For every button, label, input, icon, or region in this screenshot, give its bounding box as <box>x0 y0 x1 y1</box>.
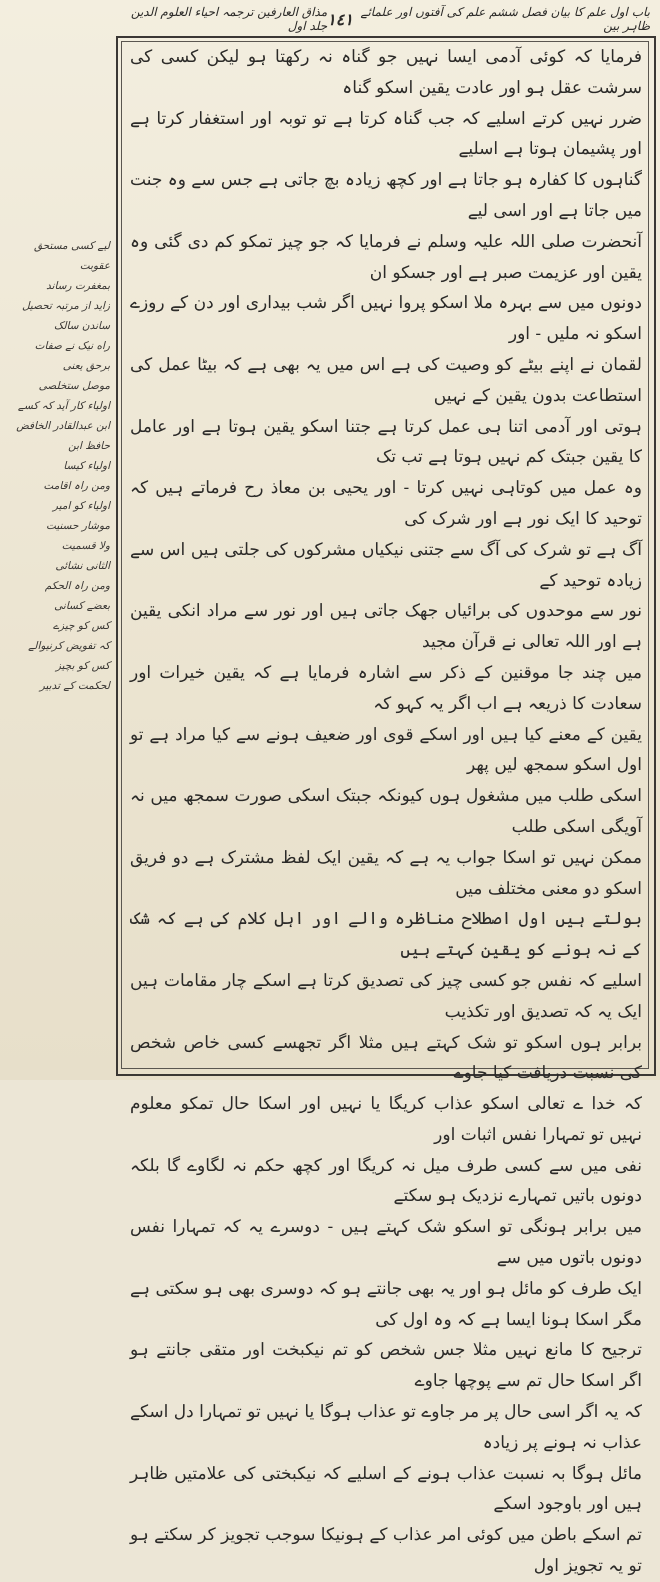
margin-note-line: ولا قسمیت <box>61 540 110 552</box>
margin-note-line: بعضے کسانی <box>54 600 110 612</box>
text-line: میں چند جا موقنین کے ذکر سے اشارہ فرمایا ہے کہ یقین خیرات اور سعادت کا ذریعہ ہے اب اگر یہ کہو کہ <box>130 662 642 714</box>
text-line: دونوں میں سے بہرہ ملا اسکو پروا نہیں اگر شب بیداری اور دن کے روزے اسکو نہ ملیں - اور <box>130 293 642 345</box>
main-text-block <box>130 42 642 1577</box>
margin-note-line: اولیاء کیسا <box>63 460 110 472</box>
text-line: بولتے ہیں اول اصطلاح مناظرہ والے اور اہل کلام کی ہے کہ شک کے نہ ہونے کو یقین کہتے ہیں <box>130 909 642 961</box>
text-line: نور سے موحدوں کی برائیاں جھک جاتی ہیں اور نور سے مراد انکی یقین ہے اور اللہ تعالی نے قرآن مجید <box>130 601 642 653</box>
margin-note-line: ومن راہ الحکم <box>44 580 110 592</box>
text-line: لقمان نے اپنے بیٹے کو وصیت کی ہے اس میں یہ بھی ہے کہ بیٹا عمل کی استطاعت بدون یقین کے نہیں <box>130 354 642 406</box>
margin-note-line: کس کو بچیز <box>55 660 110 672</box>
margin-note-line: کہ تفویض کرنیوالے <box>28 640 110 652</box>
text-line: تم اسکے باطن میں کوئی امر عذاب کے ہونیکا سوجب تجویز کر سکتے ہو تو یہ تجویز اول <box>130 1525 642 1577</box>
margin-note-line: بمغفرت رساند <box>46 280 110 292</box>
margin-note-line: اولیاء کو امیر <box>52 500 110 512</box>
text-line: ہوتی اور آدمی اتنا ہی عمل کرتا ہے جتنا اسکو یقین ہوتا ہے اور عامل کا یقین جبتک کم نہیں ہوتا ہے تب تک <box>130 416 642 468</box>
text-line: یقین کے معنے کیا ہیں اور اسکے قوی اور ضعیف ہونے سے کیا مراد ہے تو اول اسکو سمجھ لیں پھر <box>130 724 642 776</box>
text-line: ایک طرف کو مائل ہو اور یہ بھی جانتے ہو کہ دوسری بھی ہو سکتی ہے مگر اسکا ہونا ایسا ہے کہ وہ اول کی <box>130 1278 642 1330</box>
page-header <box>118 6 650 32</box>
margin-note-line: برحق یعنی <box>62 360 110 372</box>
text-line: کہ خدا ے تعالی اسکو عذاب کریگا یا نہیں اور اسکا حال تمکو معلوم نہیں تو تمہارا نفس اثبات اور <box>130 1094 642 1145</box>
margin-note-line: زاید از مرتبہ تحصیل <box>21 300 110 312</box>
margin-note-line: حافظ ابن <box>68 440 110 452</box>
margin-note-line: کس کو چیزے <box>52 620 110 632</box>
margin-note-line: موصل ستخلصی <box>38 380 110 392</box>
text-line: آنحضرت صلی اللہ علیہ وسلم نے فرمایا کہ جو چیز تمکو کم دی گئی وہ یقین اور عزیمت صبر ہے اور جسکو ان <box>130 231 642 283</box>
text-line: کہ یہ اگر اسی حال پر مر جاوے تو عذاب ہوگا یا نہیں تو تمہارا دل اسکے عذاب نہ ہونے پر زیادہ <box>130 1402 642 1453</box>
margin-note-line: لحکمت کے تدبیر <box>39 680 110 692</box>
margin-note-line: لیے کسی مستحق عقوبت <box>33 240 110 272</box>
text-line: آگ ہے تو شرک کی آگ سے جتنی نیکیاں مشرکوں کی جلتی ہیں اس سے زیادہ توحید کے <box>130 539 642 591</box>
text-line: وہ عمل میں کوتاہی نہیں کرتا - اور یحیی بن معاذ رح فرماتے ہیں کہ توحید کا ایک نور ہے اور شرک کی <box>130 478 642 529</box>
text-line: نفی میں سے کسی طرف میل نہ کریگا اور کچھ حکم نہ لگاوے گا بلکہ دونوں باتیں تمہارے نزدیک ہو سکتے <box>130 1155 642 1207</box>
margin-note-line: ساندن سالک <box>53 320 110 332</box>
text-line: فرمایا کہ کوئی آدمی ایسا نہیں جو گناہ نہ رکھتا ہو لیکن کسی کی سرشت عقل ہو اور عادت یقین اسکو گناہ <box>130 47 642 98</box>
margin-note-line: الثانی نشائی <box>55 560 110 572</box>
margin-note-line: موشار حسنیت <box>46 520 110 532</box>
text-line: اسکی طلب میں مشغول ہوں کیونکہ جبتک اسکی صورت سمجھ میں نہ آویگی اسکی طلب <box>130 786 642 837</box>
margin-note-line: ابن عبدالقادر الخافض <box>16 420 110 432</box>
margin-note-line: ومن راہ اقامت <box>43 480 110 492</box>
page-number: ١٤١ <box>327 9 353 29</box>
margin-annotation <box>14 236 110 896</box>
running-title-left: مذاق العارفین ترجمہ احیاء العلوم الدین جلد اول <box>130 5 328 33</box>
text-line: اسلیے کہ نفس جو کسی چیز کی تصدیق کرتا ہے اسکے چار مقامات ہیں ایک یہ کہ تصدیق اور تکذیب <box>130 970 642 1022</box>
text-line: میں برابر ہونگی تو اسکو شک کہتے ہیں - دوسرے یہ کہ تمہارا نفس دونوں باتوں میں سے <box>130 1217 642 1269</box>
text-line: مائل ہوگا بہ نسبت عذاب ہونے کے اسلیے کہ نیکبختی کی علامتیں ظاہر ہیں اور باوجود اسکے <box>130 1463 642 1515</box>
text-line: ترجیح کا مانع نہیں مثلا جس شخص کو تم نیکبخت اور متقی جانتے ہو اگر اسکا حال تم سے پوچھا جاوے <box>130 1340 642 1392</box>
text-line: گناہوں کا کفارہ ہو جاتا ہے اور کچھ زیادہ بچ جاتی ہے جس سے وہ جنت میں جاتا ہے اور اسی لیے <box>130 170 642 221</box>
running-title-right: باب اول علم کا بیان فصل ششم علم کی آفتوں اور علمائے ظاہر بین <box>360 5 650 33</box>
text-line: ممکن نہیں تو اسکا جواب یہ ہے کہ یقین ایک لفظ مشترک ہے دو فریق اسکو دو معنی مختلف میں <box>130 847 642 899</box>
text-line: برابر ہوں اسکو تو شک کہتے ہیں مثلا اگر تجھسے کسی خاص شخص کی نسبت دریافت کیا جاوے <box>130 1032 642 1084</box>
margin-note-line: اولیاء کار آید کہ کسے <box>17 400 110 412</box>
margin-note-line: راه نیک نے صفات <box>34 340 110 352</box>
text-line: ضرر نہیں کرتے اسلیے کہ جب گناہ کرتا ہے تو توبہ اور استغفار کرتا ہے اور پشیمان ہوتا ہے اسلیے <box>130 108 642 160</box>
